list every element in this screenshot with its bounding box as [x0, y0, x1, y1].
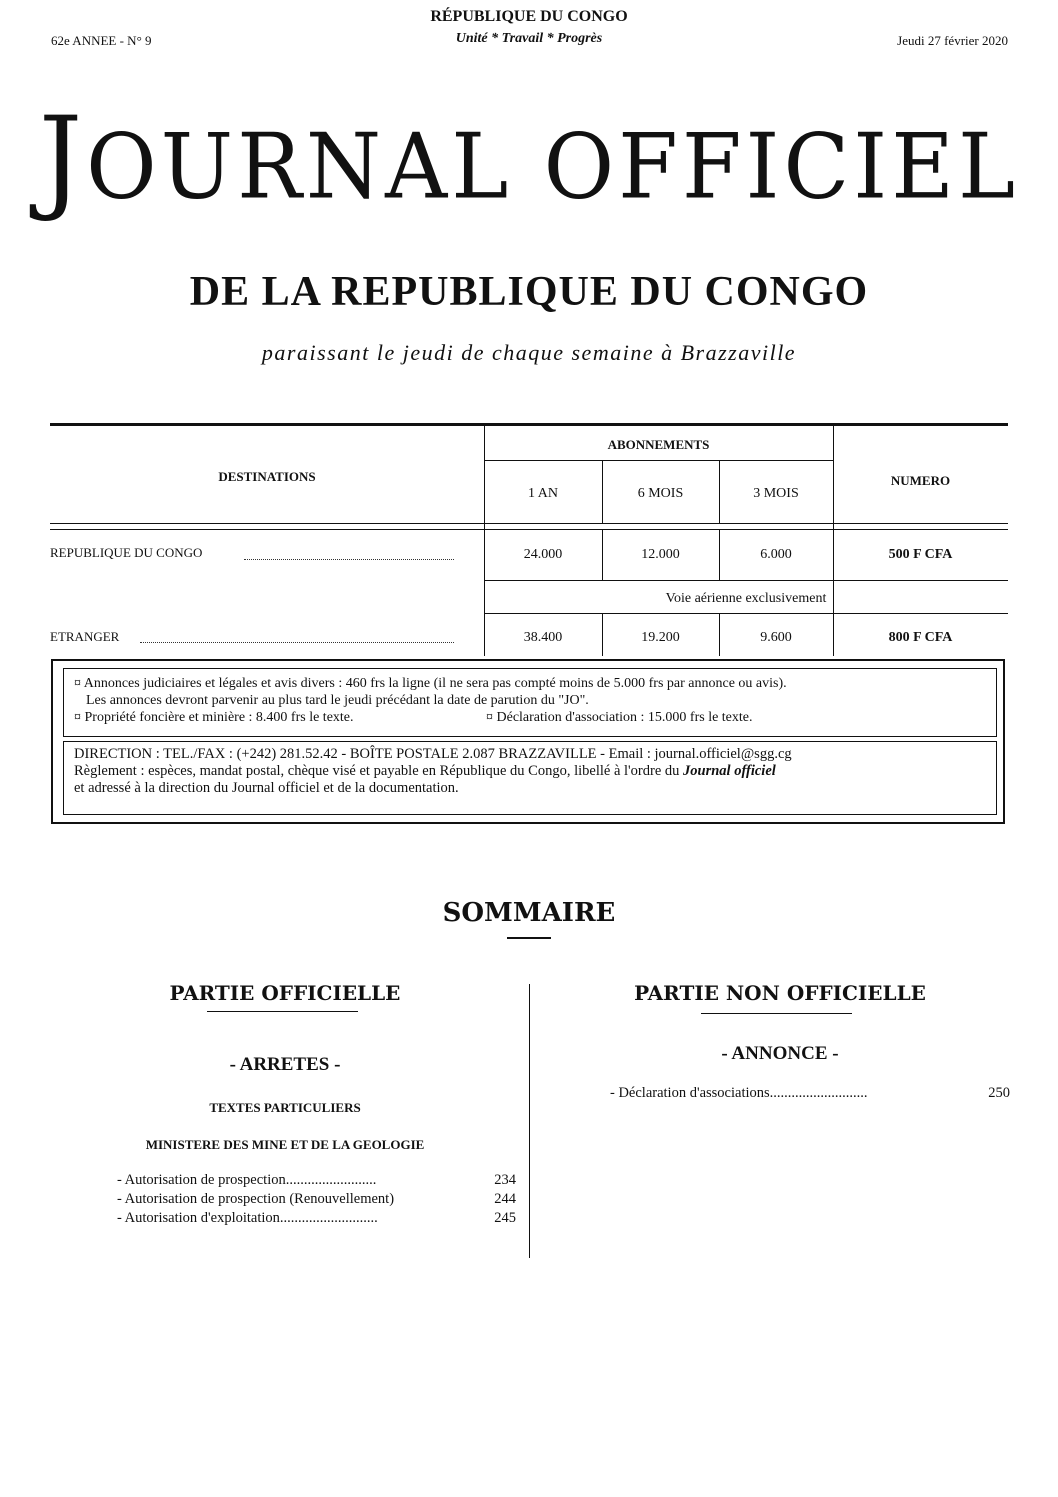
- notice-line: ¤ Déclaration d'association : 15.000 frs le texte.: [486, 710, 753, 725]
- column-divider: [529, 984, 530, 1258]
- table-rule: [484, 613, 1008, 614]
- notice-box: [51, 659, 1005, 824]
- toc-page: 250: [988, 1085, 1010, 1101]
- subscription-table: [50, 423, 1008, 656]
- arretes-heading: - ARRETES -: [229, 1054, 341, 1075]
- period-header: 6 MOIS: [637, 486, 684, 501]
- journal-title-initial: J: [38, 93, 87, 225]
- direction-notice: [63, 741, 997, 815]
- toc-item[interactable]: - Autorisation de prospection (Renouvellement): [117, 1191, 395, 1207]
- leader-dots: [244, 559, 454, 560]
- annonce-heading: - ANNONCE -: [721, 1043, 839, 1064]
- direction-line: DIRECTION : TEL./FAX : (+242) 281.52.42 - BOÎTE POSTALE 2.087 BRAZZAVILLE - Email : journal.officiel@sgg.cg: [74, 746, 792, 762]
- price-cell: 19.200: [641, 630, 680, 645]
- partie-officielle-title: PARTIE OFFICIELLE: [169, 981, 401, 1005]
- price-cell: 38.400: [523, 630, 563, 645]
- table-rule: [484, 580, 1008, 581]
- period-header: 3 MOIS: [753, 486, 799, 501]
- destination-label: REPUBLIQUE DU CONGO: [50, 545, 203, 560]
- toc-item[interactable]: - Autorisation de prospection.........................: [117, 1172, 377, 1188]
- table-rule: [50, 529, 1008, 530]
- numero-header: NUMERO: [890, 473, 951, 488]
- toc-item[interactable]: - Déclaration d'associations...........................: [610, 1085, 868, 1101]
- price-cell: 9.600: [760, 630, 792, 645]
- toc-page: 234: [494, 1172, 516, 1188]
- national-motto: Unité * Travail * Progrès: [455, 31, 603, 46]
- title-underline: [701, 1013, 852, 1014]
- issue-date: Jeudi 27 février 2020: [897, 33, 1008, 48]
- price-cell: 24.000: [523, 547, 563, 562]
- numero-price: 800 F CFA: [888, 630, 953, 645]
- textes-heading: TEXTES PARTICULIERS: [209, 1100, 361, 1115]
- issue-number: 62e ANNEE - N° 9: [51, 33, 152, 48]
- period-header: 1 AN: [528, 486, 558, 501]
- numero-price: 500 F CFA: [888, 547, 953, 562]
- table-rule: [484, 460, 833, 461]
- sommaire-title: SOMMAIRE: [442, 898, 616, 928]
- notice-line: Les annonces devront parvenir au plus tard le jeudi précédant la date de parution du "JO".: [86, 693, 589, 708]
- abonnements-header: ABONNEMENTS: [607, 437, 710, 452]
- reglement-text: et adressé à la direction du Journal officiel et de la documentation.: [74, 780, 459, 796]
- toc-page: 245: [494, 1210, 516, 1226]
- journal-title: [0, 93, 1058, 230]
- reglement-text: Règlement : espèces, mandat postal, chèque visé et payable en République du Congo, libellé à l'ordre du: [74, 763, 684, 779]
- table-top-rule: [50, 423, 1008, 426]
- journal-tagline: paraissant le jeudi de chaque semaine à Brazzaville: [261, 340, 797, 365]
- toc-page: 244: [494, 1191, 516, 1207]
- title-underline: [507, 937, 551, 939]
- toc-item[interactable]: - Autorisation d'exploitation...........................: [117, 1210, 378, 1226]
- price-cell: 6.000: [760, 547, 792, 562]
- republic-name: RÉPUBLIQUE DU CONGO: [430, 8, 628, 25]
- notice-line: ¤ Annonces judiciaires et légales et avis divers : 460 frs la ligne (il ne sera pas compté moins de 5.000 frs par annonce ou avis).: [74, 676, 787, 691]
- ministry-heading: MINISTERE DES MINE ET DE LA GEOLOGIE: [145, 1137, 425, 1152]
- tariff-notice: [63, 668, 997, 737]
- leader-dots: [140, 642, 454, 643]
- destination-label: ETRANGER: [50, 629, 120, 644]
- table-rule: [50, 523, 1008, 524]
- journal-subtitle: DE LA REPUBLIQUE DU CONGO: [189, 269, 869, 315]
- partie-non-officielle-title: PARTIE NON OFFICIELLE: [634, 981, 926, 1005]
- notice-line: ¤ Propriété foncière et minière : 8.400 frs le texte.: [74, 710, 354, 725]
- air-note: Voie aérienne exclusivement: [665, 591, 827, 606]
- destinations-header: DESTINATIONS: [218, 469, 316, 484]
- journal-title-rest: OURNAL OFFICIEL: [86, 114, 1020, 220]
- reglement-journal: Journal officiel: [683, 763, 776, 779]
- title-underline: [207, 1011, 358, 1012]
- price-cell: 12.000: [641, 547, 680, 562]
- table-divider: [833, 426, 834, 656]
